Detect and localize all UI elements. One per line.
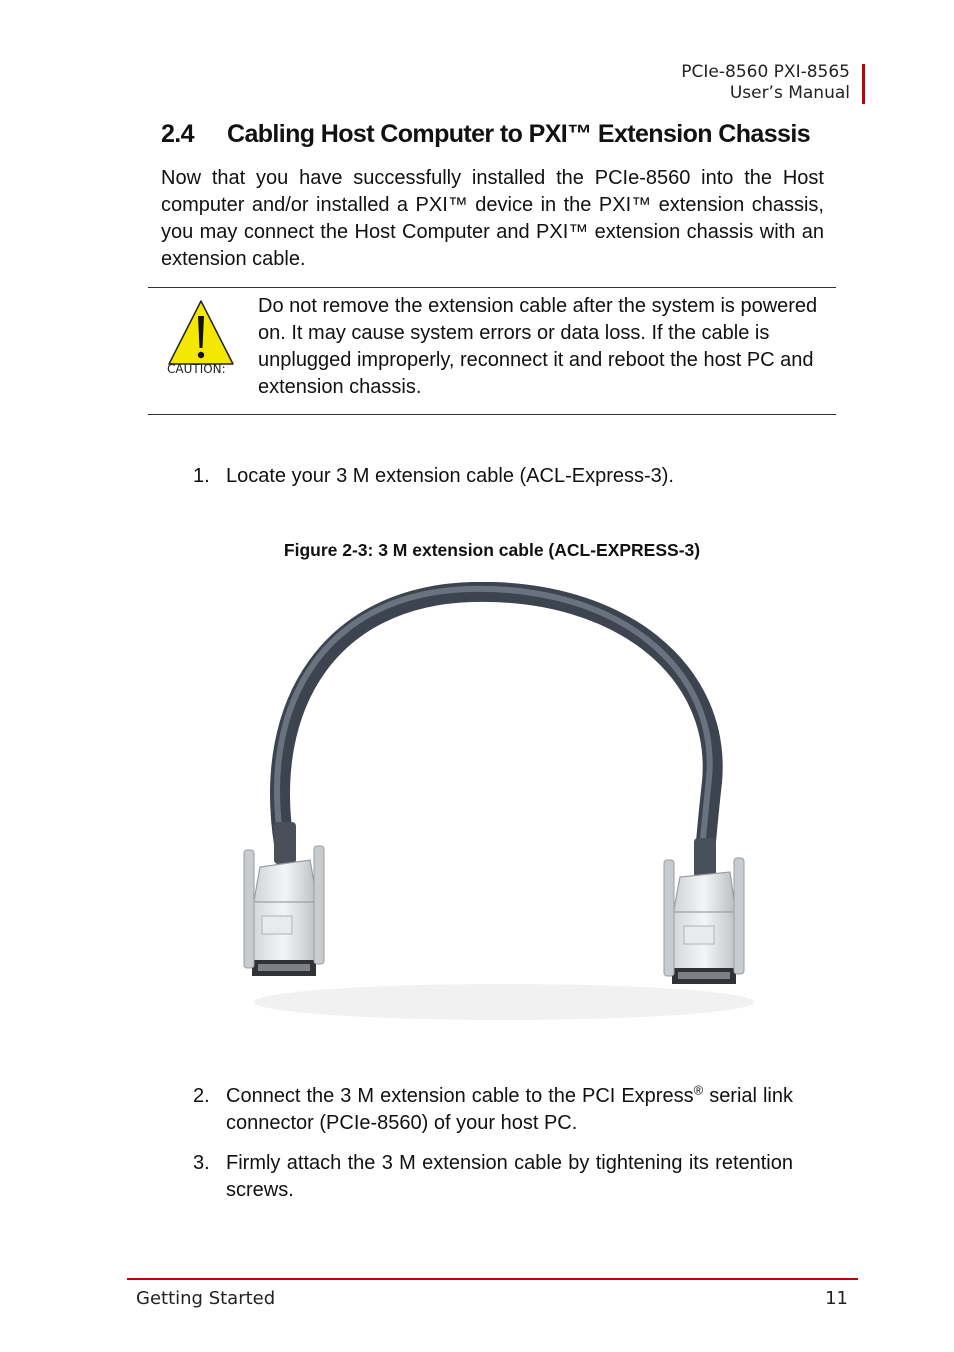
header-accent-bar <box>862 64 865 104</box>
step-text <box>226 1083 793 1137</box>
caution-label: CAUTION: <box>167 362 226 376</box>
step-2 <box>193 1083 793 1137</box>
caution-text: Do not remove the extension cable after the system is powered on. It may cause system errors or data loss. If the cable is unplugged improperly, reconnect it and reboot the host PC and extension chassis. <box>258 295 818 398</box>
caution-box <box>148 287 836 415</box>
figure-caption: Figure 2-3: 3 M extension cable (ACL-EXPRESS-3) <box>283 540 701 560</box>
step-3 <box>193 1150 793 1204</box>
page-number: 11 <box>825 1288 848 1309</box>
section-heading <box>161 120 861 149</box>
header-manual: User’s Manual <box>729 83 850 103</box>
step-number: 2. <box>193 1085 210 1107</box>
step-text-main: Connect the 3 M extension cable to the PCI Express <box>226 1085 694 1107</box>
extension-cable-photo <box>222 582 786 1024</box>
header-product: PCIe-8560 PXI-8565 <box>681 62 850 82</box>
step-1 <box>193 463 793 490</box>
step-text-rest: serial link connector (PCIe-8560) of your host PC. <box>226 1085 793 1134</box>
running-header <box>681 62 858 104</box>
step-text: Firmly attach the 3 M extension cable by tightening its retention screws. <box>226 1152 793 1201</box>
section-title: Cabling Host Computer to PXI™ Extension Chassis <box>227 120 810 148</box>
footer-rule <box>127 1278 858 1280</box>
step-number: 1. <box>193 465 210 487</box>
step-number: 3. <box>193 1152 210 1174</box>
registered-mark: ® <box>693 1082 704 1098</box>
section-number: 2.4 <box>161 120 194 148</box>
intro-paragraph: Now that you have successfully installed the PCIe-8560 into the Host computer and/or installed a PXI™ device in the PXI™ extension chassis, you may connect the Host Computer and PXI™ extension chassis with an extension cable. <box>161 167 824 270</box>
step-text: Locate your 3 M extension cable (ACL-Express-3). <box>226 465 674 487</box>
footer-chapter: Getting Started <box>136 1288 276 1309</box>
